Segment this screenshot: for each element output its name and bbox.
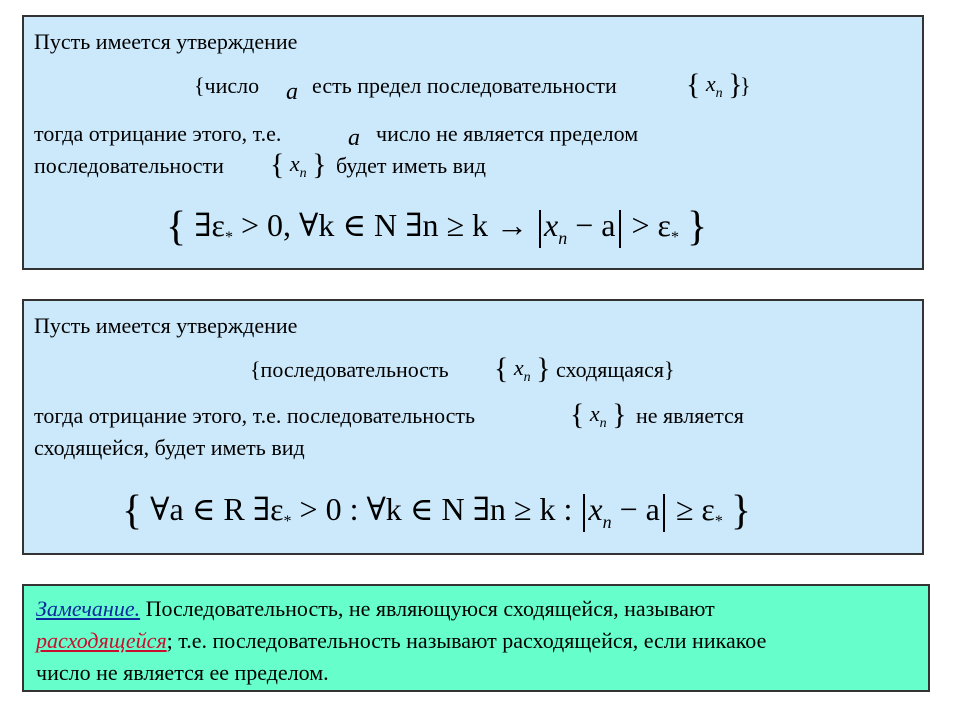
sequence-notation: { $x_n$ } bbox=[686, 68, 743, 101]
negation-prefix: тогда отрицание этого, т.е. bbox=[34, 121, 282, 146]
statement-mid: есть предел последовательности bbox=[312, 73, 617, 98]
negation-line2a: последовательности bbox=[34, 153, 224, 178]
divergent-term: расходящейся bbox=[36, 628, 167, 653]
negation-formula-1: { ∃ε* > 0, ∀k ∈ N ∃n ≥ $k \to x_n - a > \varepsilon*$ } bbox=[166, 204, 708, 250]
statement-var-a: a bbox=[286, 79, 298, 105]
negation-suffix: число не является пределом bbox=[376, 121, 639, 146]
limit-negation-block bbox=[22, 15, 924, 270]
negation-formula-2: { ∀a ∈ R ∃ε* > 0 : ∀k ∈ N ∃n ≥ k : $x_n - a \ge \varepsilon*$ } bbox=[122, 488, 751, 534]
negation-var-a: a bbox=[348, 125, 360, 151]
statement-line bbox=[194, 73, 259, 99]
note-line-2: расходящейся; т.е. последовательность называют расходящейся, если никакое bbox=[36, 628, 767, 653]
formula2-quantifiers: > 0 : ∀k ∈ N ∃n ≥ k : bbox=[299, 491, 573, 527]
formula1-exists-eps: ∃ε bbox=[194, 207, 225, 243]
negation-line1b: не является bbox=[636, 403, 744, 428]
sequence-notation-3: { $x_n$ } bbox=[494, 352, 551, 385]
statement-open-2: {последовательность bbox=[250, 357, 449, 382]
formula1-quantifiers: > 0, ∀k ∈ N ∃n ≥ k → bbox=[240, 207, 529, 243]
sequence-notation-2: { $x_n$ } bbox=[270, 148, 327, 181]
statement-close: } bbox=[740, 73, 751, 98]
note-line-1: Замечание. Последовательность, не являющуюся сходящейся, называют bbox=[36, 596, 715, 621]
note-line-3: число не является ее пределом. bbox=[36, 660, 329, 685]
statement-close-2: сходящаяся} bbox=[556, 357, 675, 382]
note-label: Замечание. bbox=[36, 596, 141, 621]
statement-open: {число bbox=[194, 73, 260, 98]
intro-text-2: Пусть имеется утверждение bbox=[34, 313, 298, 338]
formula2-forall-a: ∀a ∈ R ∃ε bbox=[150, 491, 284, 527]
negation-line2: сходящейся, будет иметь вид bbox=[34, 435, 305, 460]
intro-text: Пусть имеется утверждение bbox=[34, 29, 298, 54]
seq-n: n bbox=[715, 86, 723, 101]
sequence-notation-4: { $x_n$ } bbox=[570, 398, 627, 431]
seq-x: x bbox=[705, 71, 716, 96]
convergence-negation-block bbox=[22, 299, 924, 555]
negation-line2b: будет иметь вид bbox=[336, 153, 487, 178]
note-block bbox=[22, 584, 930, 692]
negation-line1a: тогда отрицание этого, т.е. последовательность bbox=[34, 403, 476, 428]
